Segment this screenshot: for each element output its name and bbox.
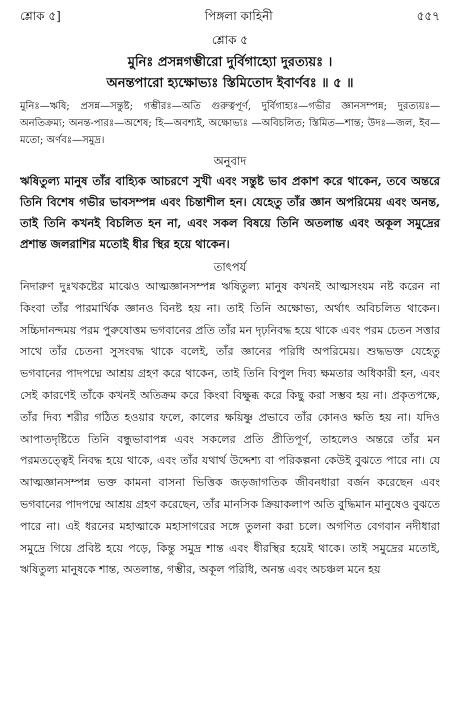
book-page [20,8,440,581]
translation-text: ঋষিতুল্য মানুষ তাঁর বাহ্যিক আচরণে সুখী এবং সন্তুষ্ট ভাব প্রকাশ করে থাকেন, তবে অন্তরে তিনি বিশেষ গভীর ভাবসম্পন্ন এবং চিন্তাশীল হন। যেহেতু তাঁর জ্ঞান অপরিমেয় এবং অনন্ত, তাই তিনি কখনই বিচলিত হন না, এবং সকল বিষয়ে তিনি অতলান্ত এবং অকূল সমুদ্রের প্রশান্ত জলরাশির মতোই ধীর স্থির হয়ে থাকেন। [20,174,440,251]
verse-line-1: মুনিঃ প্রসন্নগম্ভীরো দুর্বিগাহ্যো দুরত্যয়ঃ । [127,55,333,70]
purport-heading: তাৎপর্য [213,260,247,274]
page-number: ৫৫৭ [416,9,440,23]
page-header [20,8,440,30]
verse-line-2: অনন্তপারো হ্যক্ষোভ্যঃ স্তিমিতোদ ইবার্ণবঃ ॥ ৫ ॥ [106,76,354,91]
translation-heading: অনুবাদ [213,154,247,168]
verse-title: শ্লোক ৫ [211,33,249,47]
purport-text: নিদারুণ দুঃখকষ্টের মাঝেও আত্মজ্ঞানসম্পন্ন ঋষিতুল্য মানুষ কখনই আত্মসংযম নষ্ট করেন না কিংবা তাঁর পারমার্থিক জ্ঞানও বিনষ্ট হয় না। তাই তিনি অক্ষোভ্য, অর্থাৎ অবিচলিত থাকেন। সচ্চিদানন্দময় পরম পুরুষোত্তম ভগবানের প্রতি তাঁর মন দৃঢ়নিবদ্ধ হয়ে থাকে এবং পরম চেতন সত্তার সাথে তাঁর চেতনা সুসংবদ্ধ থাকে বলেই, তাঁর জ্ঞানের পরিধি অপরিমেয়। শুদ্ধভক্ত যেহেতু ভগবানের পাদপদ্মে আশ্রয় গ্রহণ করে থাকেন, তাই তিনি বিপুল দিব্য ক্ষমতার অধিকারী হন, এবং সেই কারণেই তাঁকে কখনই অতিক্রম করে কিংবা বিক্ষুব্ধ করে কিছু করা সম্ভব হয় না। প্রকৃতপক্ষে, তাঁর দিব্য শরীর গঠিত হওয়ার ফলে, কালের ক্ষয়িষ্ণু প্রভাবে তাঁর কোনও ক্ষতি হয় না। যদিও আপাতদৃষ্টিতে তিনি বন্ধুভাবাপন্ন এবং সকলের প্রতি প্রীতিপূর্ণ, তাহলেও অন্তরে তাঁর মন পরমতত্ত্বেই নিবদ্ধ হয়ে থাকে, এবং তাঁর যথার্থ উদ্দেশ্য বা পরিকল্পনা কেউই বুঝতে পারে না। যে আত্মজ্ঞানসম্পন্ন ভক্ত কামনা বাসনা ভিত্তিক জড়জাগতিক জীবনধারা বর্জন করেছেন এবং ভগবানের পাদপদ্মে আশ্রয় গ্রহণ করেছেন, তাঁর মানসিক ক্রিয়াকলাপ অতি বুদ্ধিমান মানুষেও বুঝতে পারে না। এই ধরনের মহাত্মাকে মহাসাগরের সঙ্গে তুলনা করা চলে। অগণিত বেগবান নদীধারা সমুদ্রে গিয়ে প্রবিষ্ট হয়ে পড়ে, কিন্তু সমুদ্র শান্ত এবং ধীরস্থির হয়েই থাকে। তাই সমুদ্রের মতোই, ঋষিতুল্য মানুষকে শান্ত, অতলান্ত, গম্ভীর, অকূল পরিধি, অনন্ত এবং অচঞ্চল মনে হয় [20,280,440,577]
sanskrit-verse [20,52,440,94]
running-title: পিঙ্গলা কাহিনী [204,9,273,23]
chapter-verse-ref: শ্লোক ৫] [20,9,61,23]
word-synonyms: মুনিঃ—ঋষি; প্রসন্ন—সন্তুষ্ট; গম্ভীরঃ—অতি গুরুত্বপূর্ণ, দুর্বিগাহ্যঃ—গভীর জ্ঞানসম্পন্ন; দুরত্যয়ঃ—অনতিক্রম্য; অনন্ত-পারঃ—অশেষ; হি—অবশ্যই, অক্ষোভ্যঃ —অবিচলিত; স্তিমিত—শান্ত; উদঃ—জল, ইব—মতো; অর্ণবঃ—সমুদ্র। [20,101,440,146]
